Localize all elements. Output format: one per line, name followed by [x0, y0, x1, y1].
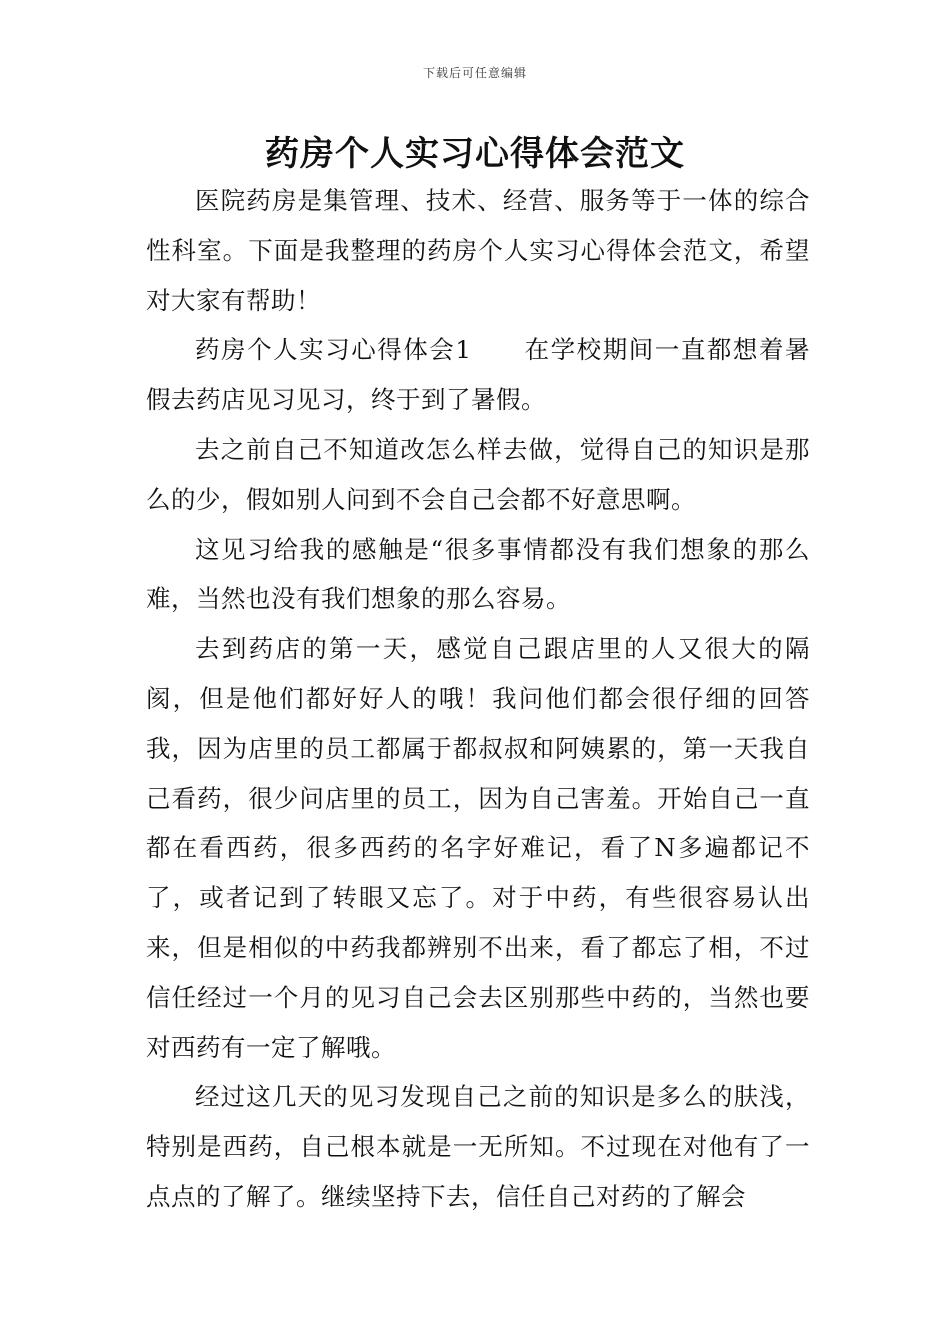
header-note: 下载后可任意编辑	[422, 66, 527, 80]
paragraph: 去之前自己不知道改怎么样去做，觉得自己的知识是那么的少，假如别人问到不会自己会都不好意思啊。	[146, 434, 810, 514]
paragraph: 经过这几天的见习发现自己之前的知识是多么的肤浅，特别是西药，自己根本就是一无所知。不过现在对他有了一点点的了解了。继续坚持下去，信任自己对药的了解会	[146, 1082, 810, 1211]
paragraph-intro: 医院药房是集管理、技术、经营、服务等于一体的综合性科室。下面是我整理的药房个人实习心得体会范文，希望对大家有帮助！	[146, 186, 810, 315]
document-body	[146, 176, 810, 1222]
paragraph: 这见习给我的感触是“很多事情都没有我们想象的那么难，当然也没有我们想象的那么容易。	[146, 534, 810, 614]
paragraph-section-1: 药房个人实习心得体会1 在学校期间一直都想着暑假去药店见习见习，终于到了暑假。	[146, 335, 810, 415]
paragraph: 去到药店的第一天，感觉自己跟店里的人又很大的隔阂，但是他们都好好人的哦！我问他们都会很仔细的回答我，因为店里的员工都属于都叔叔和阿姨累的，第一天我自己看药，很少问店里的员工，因为自己害羞。开始自己一直都在看西药，很多西药的名字好难记，看了N多遍都记不了，或者记到了转眼又忘了。对于中药，有些很容易认出来，但是相似的中药我都辨别不出来，看了都忘了相，不过信任经过一个月的见习自己会去区别那些中药的，当然也要对西药有一定了解哦。	[146, 634, 810, 1062]
document-title: 药房个人实习心得体会范文	[265, 134, 685, 174]
